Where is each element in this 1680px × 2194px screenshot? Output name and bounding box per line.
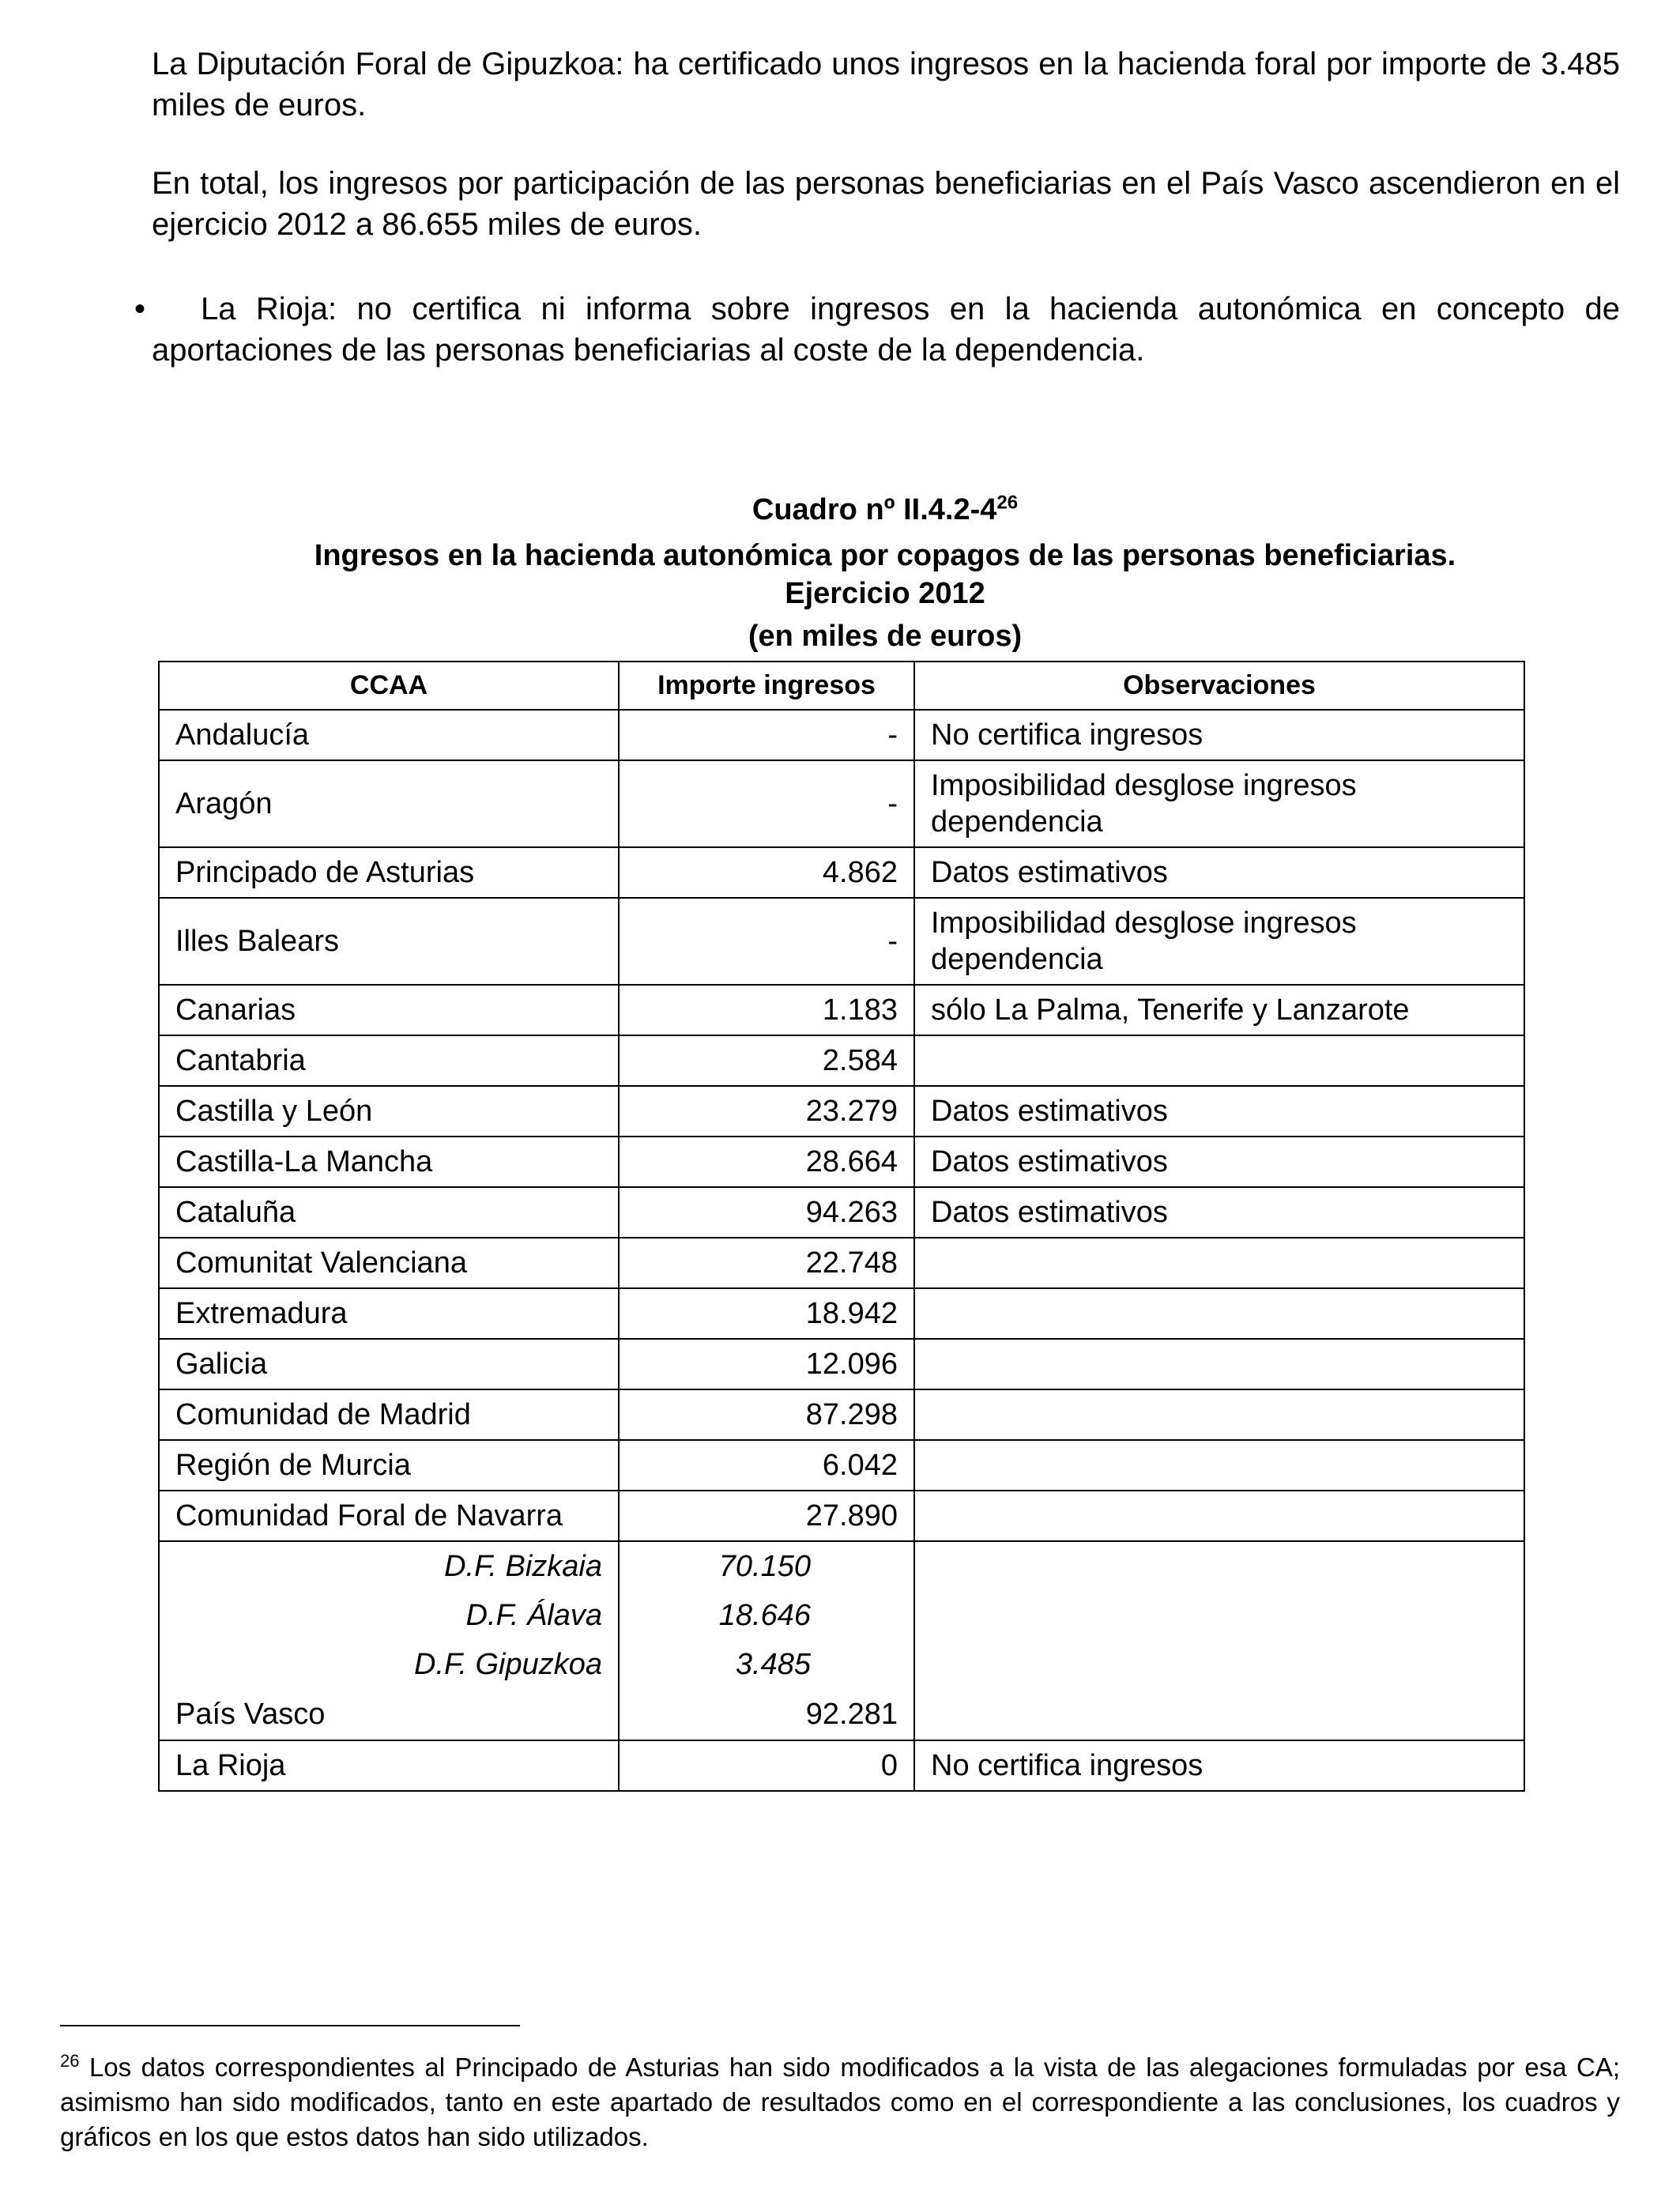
cell-observaciones: Datos estimativos [914,1187,1524,1238]
cell-importe: 12.096 [619,1339,914,1389]
cell-importe: 1.183 [619,985,914,1035]
cell-observaciones: No certifica ingresos [914,1740,1524,1791]
cell-ccaa: Comunidad Foral de Navarra [159,1491,619,1541]
cell-ccaa: País Vasco [159,1689,619,1740]
cell-observaciones [914,1440,1524,1491]
cell-observaciones: Datos estimativos [914,1137,1524,1187]
cell-ccaa: Castilla y León [159,1086,619,1137]
cell-importe: 22.748 [619,1238,914,1288]
table-row [159,1389,1524,1440]
cell-observaciones: Datos estimativos [914,1086,1524,1137]
cell-observaciones: No certifica ingresos [914,710,1524,760]
cell-subentity-name: D.F. Gipuzkoa [159,1640,619,1689]
cell-observaciones [914,1238,1524,1288]
table-row [159,1238,1524,1288]
cell-importe: 4.862 [619,847,914,898]
cell-ccaa: Cataluña [159,1187,619,1238]
cell-observaciones [914,1035,1524,1086]
table-header-row [159,662,1524,710]
paragraph-total-pais-vasco: En total, los ingresos por participación de las personas beneficiarias en el País Vasco ascendieron en el ejercicio 2012 a 86.655 miles de euros. [152,166,1620,242]
footnote-number: 26 [60,2051,80,2071]
cell-observaciones: Imposibilidad desglose ingresos dependencia [914,760,1524,847]
cell-observaciones: Datos estimativos [914,847,1524,898]
cell-observaciones [914,1541,1524,1740]
header-importe: Importe ingresos [619,662,914,710]
bullet-icon: • [134,292,146,326]
cell-observaciones [914,1389,1524,1440]
cell-importe: 92.281 [619,1689,914,1740]
footnote-separator [60,2025,520,2026]
header-ccaa: CCAA [159,662,619,710]
cell-importe: 87.298 [619,1389,914,1440]
table-row [159,710,1524,760]
cell-observaciones [914,1288,1524,1339]
cell-importe: 94.263 [619,1187,914,1238]
cell-ccaa: Galicia [159,1339,619,1389]
cell-importe: 18.942 [619,1288,914,1339]
cell-subentity-importe: 70.150 [619,1541,914,1591]
bullet-la-rioja: La Rioja: no certifica ni informa sobre ingresos en la hacienda autonómica en concepto de aportaciones de las personas beneficiarias al coste de la dependencia. [152,292,1620,368]
cell-observaciones [914,1491,1524,1541]
cell-importe: 23.279 [619,1086,914,1137]
cell-ccaa: Región de Murcia [159,1440,619,1491]
table-row [159,1491,1524,1541]
cell-observaciones: Imposibilidad desglose ingresos dependencia [914,898,1524,985]
table-row [159,847,1524,898]
cell-subentity-name: D.F. Bizkaia [159,1541,619,1591]
cell-subentity-importe: 3.485 [619,1640,914,1689]
cell-importe: 0 [619,1740,914,1791]
table-row-subentity [159,1541,1524,1591]
footnote [60,2050,1620,2154]
table-subtitle: Ejercicio 2012 [785,577,985,610]
cell-subentity-importe: 18.646 [619,1591,914,1640]
cell-ccaa: Comunidad de Madrid [159,1389,619,1440]
table-row [159,1187,1524,1238]
footnote-text: Los datos correspondientes al Principado de Asturias han sido modificados a la vista de las alegaciones formuladas por esa CA; asimismo han sido modificados, tanto en este apartado de resultados como en el correspondiente a las conclusiones, los cuadros y gráficos en los que estos datos han sido utilizados. [60,2053,1620,2151]
table-row [159,1288,1524,1339]
table-row [159,898,1524,985]
cell-importe: - [619,760,914,847]
table-row [159,1339,1524,1389]
cell-ccaa: Canarias [159,985,619,1035]
cell-ccaa: Aragón [159,760,619,847]
table-title: Ingresos en la hacienda autonómica por copagos de las personas beneficiarias. [314,539,1456,572]
cell-importe: - [619,898,914,985]
table-number: Cuadro nº $II.4.2-4^{26}$ [751,492,1019,526]
table-row [159,760,1524,847]
cell-observaciones [914,1339,1524,1389]
cell-ccaa: Castilla-La Mancha [159,1137,619,1187]
table-row [159,985,1524,1035]
ingresos-table [158,661,1525,1792]
cell-importe: - [619,710,914,760]
table-units: (en miles de euros) [748,620,1023,653]
footnote-reference[interactable]: 26 [996,492,1019,514]
table-row [159,1035,1524,1086]
cell-observaciones: sólo La Palma, Tenerife y Lanzarote [914,985,1524,1035]
header-observaciones: Observaciones [914,662,1524,710]
paragraph-gipuzkoa: La Diputación Foral de Gipuzkoa: ha certificado unos ingresos en la hacienda foral por importe de 3.485 miles de euros. [152,47,1620,123]
table-row [159,1740,1524,1791]
cell-importe: 27.890 [619,1491,914,1541]
cell-ccaa: Illes Balears [159,898,619,985]
table-row [159,1440,1524,1491]
table-row [159,1137,1524,1187]
cell-importe: 28.664 [619,1137,914,1187]
cell-ccaa: Extremadura [159,1288,619,1339]
cell-ccaa: Cantabria [159,1035,619,1086]
cell-ccaa: Principado de Asturias [159,847,619,898]
cell-ccaa: La Rioja [159,1740,619,1791]
cell-subentity-name: D.F. Álava [159,1591,619,1640]
table-row [159,1086,1524,1137]
cell-ccaa: Comunitat Valenciana [159,1238,619,1288]
cell-importe: 6.042 [619,1440,914,1491]
cell-importe: 2.584 [619,1035,914,1086]
cell-ccaa: Andalucía [159,710,619,760]
